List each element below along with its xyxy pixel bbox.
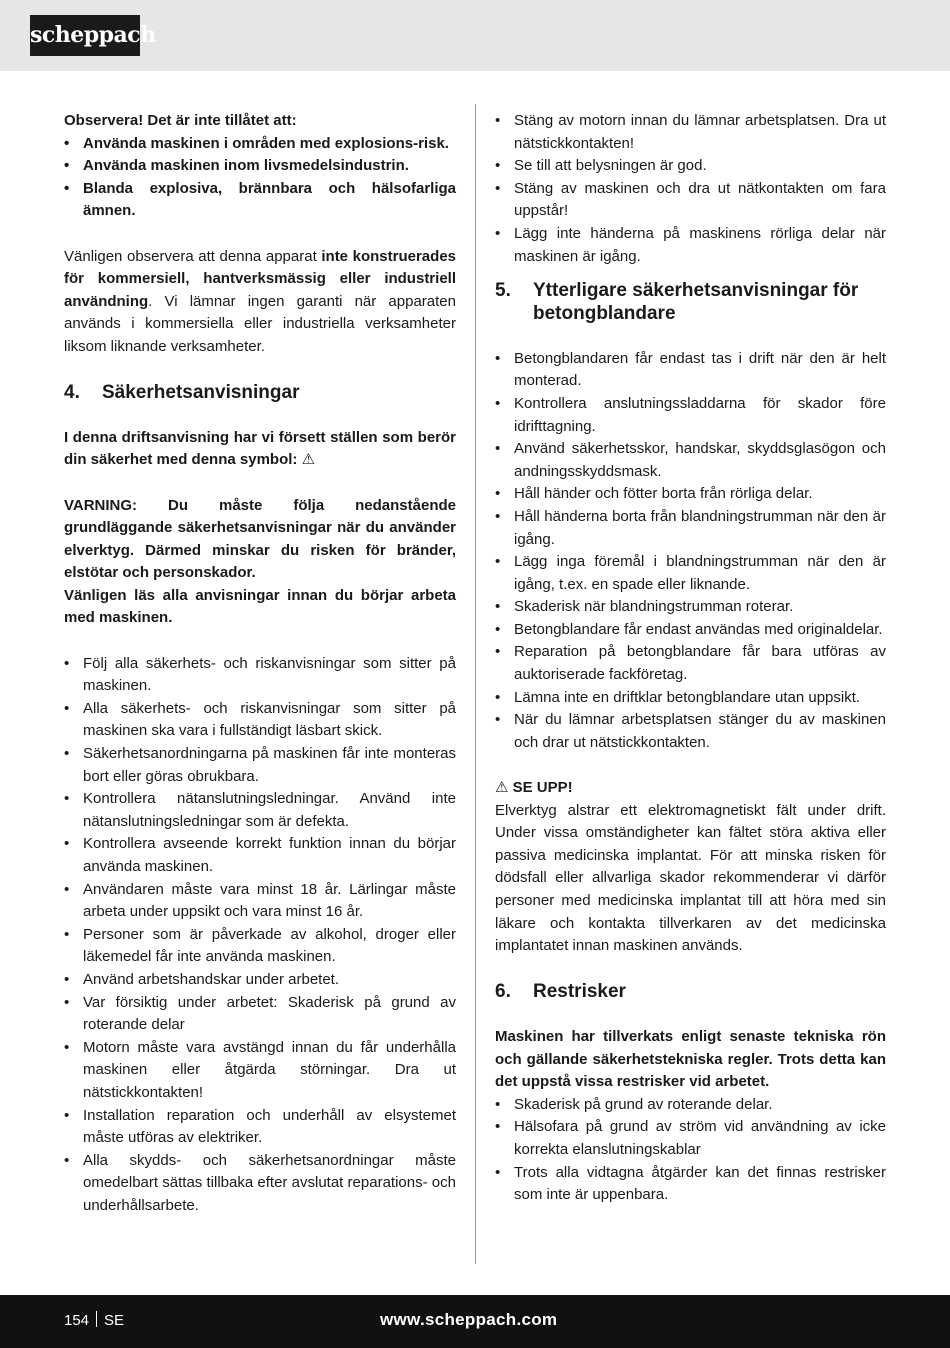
brand-logo: scheppach [30,15,140,56]
list-item: • Betongblandaren får endast tas i drift när den är helt monterad. [495,348,886,393]
list-item: • Säkerhetsanordningarna på maskinen får inte monteras bort eller göras obrukbara. [64,743,456,788]
list-item: • Håll händer och fötter borta från rörliga delar. [495,483,886,506]
list-item: • Kontrollera nätanslutningsledningar. Använd inte nätanslutningsledningar som är defekta. [64,788,456,833]
list-item: • Betongblandare får endast användas med originaldelar. [495,619,886,642]
section-4-heading: 4. Säkerhetsanvisningar [64,382,300,404]
observe-list [64,133,456,223]
column-divider [475,104,476,1264]
list-item: • Lägg inga föremål i blandningstrumman när den är igång, t.ex. en spade eller liknande. [495,551,886,596]
list-item: • Alla skydds- och säkerhetsanordningar måste omedelbart sättas tillbaka efter avslutat reparations- och underhållsarbete. [64,1150,456,1218]
list-item: • Använda maskinen i områden med explosions-risk. [64,133,456,156]
warning-triangle-icon: ⚠ [301,451,316,469]
list-item: • Var försiktig under arbetet: Skaderisk på grund av roterande delar [64,992,456,1037]
list-item: • När du lämnar arbetsplatsen stänger du av maskinen och drar ut nätstickkontakten. [495,709,886,754]
read-instructions: Vänligen läs alla anvisningar innan du börjar arbeta med maskinen. [64,586,456,627]
list-item: • Alla säkerhets- och riskanvisningar som sitter på maskinen ska vara i fullständigt läsbart skick. [64,698,456,743]
section-5-heading: 5. Ytterligare säkerhetsanvisningar för betongblandare [495,280,859,325]
list-item: • Använda maskinen inom livsmedelsindustrin. [64,155,456,178]
list-item: • Personer som är påverkade av alkohol, droger eller läkemedel får inte använda maskinen. [64,924,456,969]
page-number: 154 [64,1312,90,1329]
list-item: • Stäng av motorn innan du lämnar arbetsplatsen. Dra ut nätstickkontakten! [495,110,886,155]
list-item: • Installation reparation och underhåll av elsystemet måste utföras av elektriker. [64,1105,456,1150]
observe-title: Observera! Det är inte tillåtet att: [64,112,297,129]
language-code: SE [104,1312,125,1329]
caution-heading: ⚠ SE UPP! [495,779,573,797]
list-item: • Lämna inte en driftklar betongblandare utan uppsikt. [495,687,886,710]
caution-text: Elverktyg alstrar ett elektromagnetiskt fält under drift. Under vissa omständigheter kan fältet störa aktiva eller passiva medicinska implantat. För att minska risken för dödsfall eller allvarliga skador rekommenderar vi därför personer med medicinska implantat till att höra med sin läkare och kontakta tillverkaren av det medicinska implantatet innan maskinen används. [495,801,886,955]
website-link[interactable]: www.scheppach.com [380,1310,558,1329]
list-item: • Använd säkerhetsskor, handskar, skyddsglasögon och andningsskyddsmask. [495,438,886,483]
caution-triangle-icon: ⚠ [495,779,509,797]
list-item: • Blanda explosiva, brännbara och hälsofarliga ämnen. [64,178,456,223]
list-item: • Skaderisk när blandningstrumman roterar. [495,596,886,619]
right-column [495,110,886,1207]
residual-list [495,1094,886,1207]
list-item: • Användaren måste vara minst 18 år. Lärlingar måste arbeta under uppsikt och vara minst 16 år. [64,879,456,924]
list-item: • Reparation på betongblandare får bara utföras av auktoriserade fackföretag. [495,641,886,686]
list-item: • Lägg inte händerna på maskinens rörliga delar när maskinen är igång. [495,223,886,268]
section-6-heading: 6. Restrisker [495,981,626,1003]
footer-bar [0,1295,950,1348]
workplace-list [495,110,886,268]
symbol-intro: I denna driftsanvisning har vi försett ställen som berör din säkerhet med denna symbol: ⚠ [64,428,456,469]
list-item: • Håll händerna borta från blandningstrumman när den är igång. [495,506,886,551]
list-item: • Trots alla vidtagna åtgärder kan det finnas restrisker som inte är uppenbara. [495,1162,886,1207]
residual-intro: Maskinen har tillverkats enligt senaste tekniska rön och gällande säkerhetstekniska regler. Trots detta kan det uppstå vissa restrisker vid arbetet. [495,1027,886,1091]
header-bar [0,0,950,71]
list-item: • Kontrollera anslutningssladdarna för skador före idrifttagning. [495,393,886,438]
mixer-safety-list [495,348,886,755]
warning-paragraph: VARNING: Du måste följa nedanstående grundläggande säkerhetsanvisningar när du använder elverktyg. Därmed minskar du risken för bränder, elstötar och personskador. [64,496,456,582]
list-item: • Se till att belysningen är god. [495,155,886,178]
left-column [64,110,456,1218]
list-item: • Kontrollera avseende korrekt funktion innan du börjar använda maskinen. [64,833,456,878]
safety-list [64,653,456,1218]
list-item: • Hälsofara på grund av ström vid användning av icke korrekta elanslutningskablar [495,1116,886,1161]
commercial-use-notice: Vänligen observera att denna apparat inte konstruerades för kommersiell, hantverksmässig eller industriell användning. Vi lämnar ingen garanti när apparaten används i kommersiella eller industriella verksamheter liksom liknande verksamheter. [64,247,457,355]
list-item: • Skaderisk på grund av roterande delar. [495,1094,886,1117]
page-indicator [64,1310,124,1332]
list-item: • Stäng av maskinen och dra ut nätkontakten om fara uppstår! [495,178,886,223]
list-item: • Motorn måste vara avstängd innan du får underhålla maskinen eller åtgärda störningar. Dra ut nätstickkontakten! [64,1037,456,1105]
list-item: • Använd arbetshandskar under arbetet. [64,969,456,992]
list-item: • Följ alla säkerhets- och riskanvisningar som sitter på maskinen. [64,653,456,698]
